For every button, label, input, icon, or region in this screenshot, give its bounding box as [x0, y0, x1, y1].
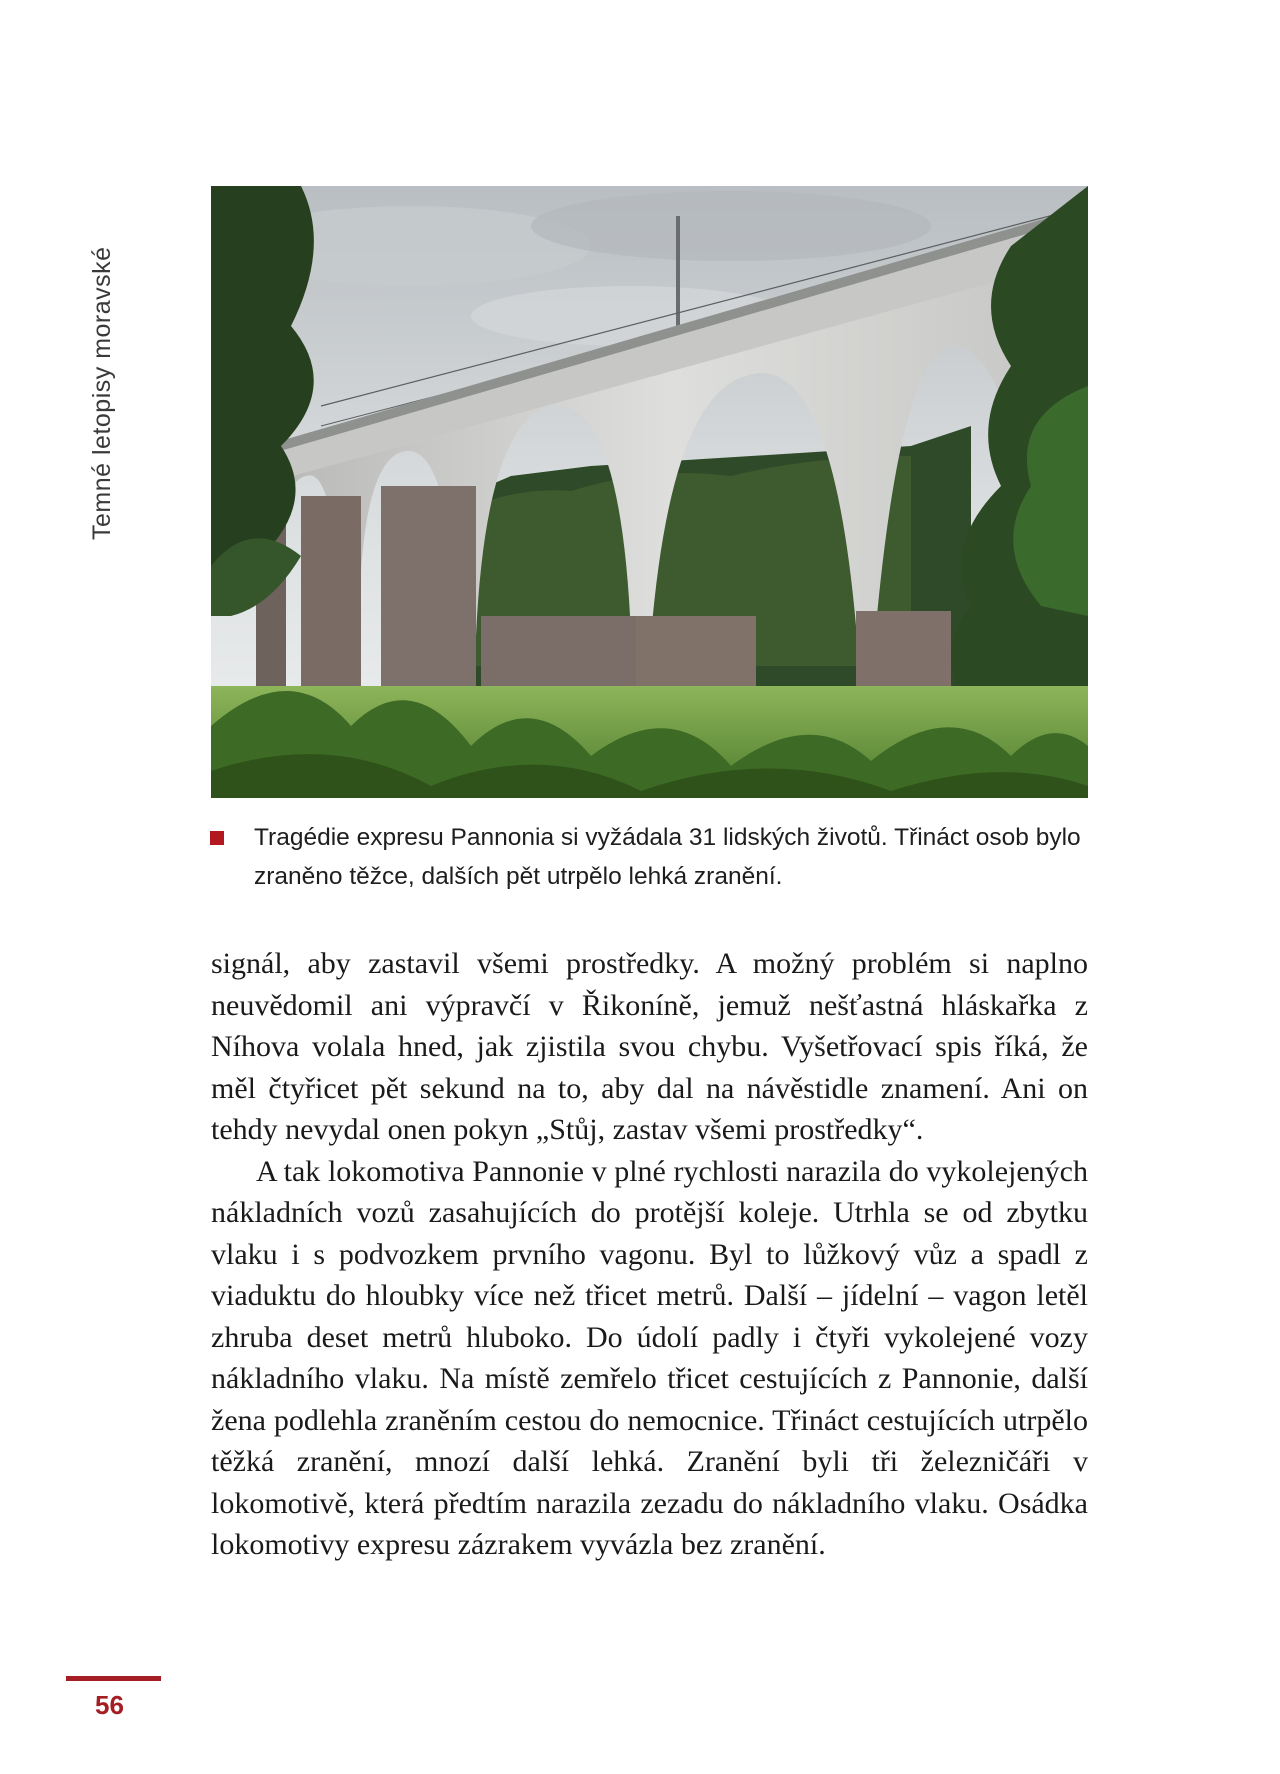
footer-rule: [66, 1676, 161, 1681]
viaduct-photo: [211, 186, 1088, 798]
caption-text: Tragédie expresu Pannonia si vyžádala 31 lidských životů. Třináct osob bylo zraněno těžce, dalších pět utrpělo lehká zranění.: [254, 824, 1081, 890]
paragraph: signál, aby zastavil všemi prostředky. A možný problém si naplno neuvědomil ani výpravčí v Řikoníně, jemuž nešťastná hláskařka z Níhova volala hned, jak zjistila svou chybu. Vyšetřovací spis říká, že měl čtyřicet pět sekund na to, aby dal na návěstidle znamení. Ani on tehdy nevydal onen pokyn „Stůj, zastav všemi prostředky“.: [211, 947, 1088, 1146]
body-text: [211, 943, 1088, 1566]
page-number: 56: [95, 1690, 124, 1720]
running-header: Temné letopisy moravské: [88, 246, 116, 540]
paragraph: A tak lokomotiva Pannonie v plné rychlosti narazila do vykolejených nákladních vozů zasahujících do protější koleje. Utrhla se od zbytku vlaku i s podvozkem prvního vagonu. Byl to lůžkový vůz a spadl z viaduktu do hloubky více než třicet metrů. Další – jídelní – vagon letěl zhruba deset metrů hluboko. Do údolí padly i čtyři vykolejené vozy nákladního vlaku. Na místě zemřelo třicet cestujících z Pannonie, další žena podlehla zraněním cestou do nemocnice. Třináct cestujících utrpělo těžká zranění, mnozí další lehká. Zranění byli tři železničáři v lokomotivě, která předtím narazila zezadu do nákladního vlaku. Osádka lokomotivy expresu zázrakem vyvázla bez zranění.: [211, 1154, 1088, 1561]
photo-caption: [210, 818, 1100, 896]
caption-bullet-icon: [210, 831, 224, 845]
